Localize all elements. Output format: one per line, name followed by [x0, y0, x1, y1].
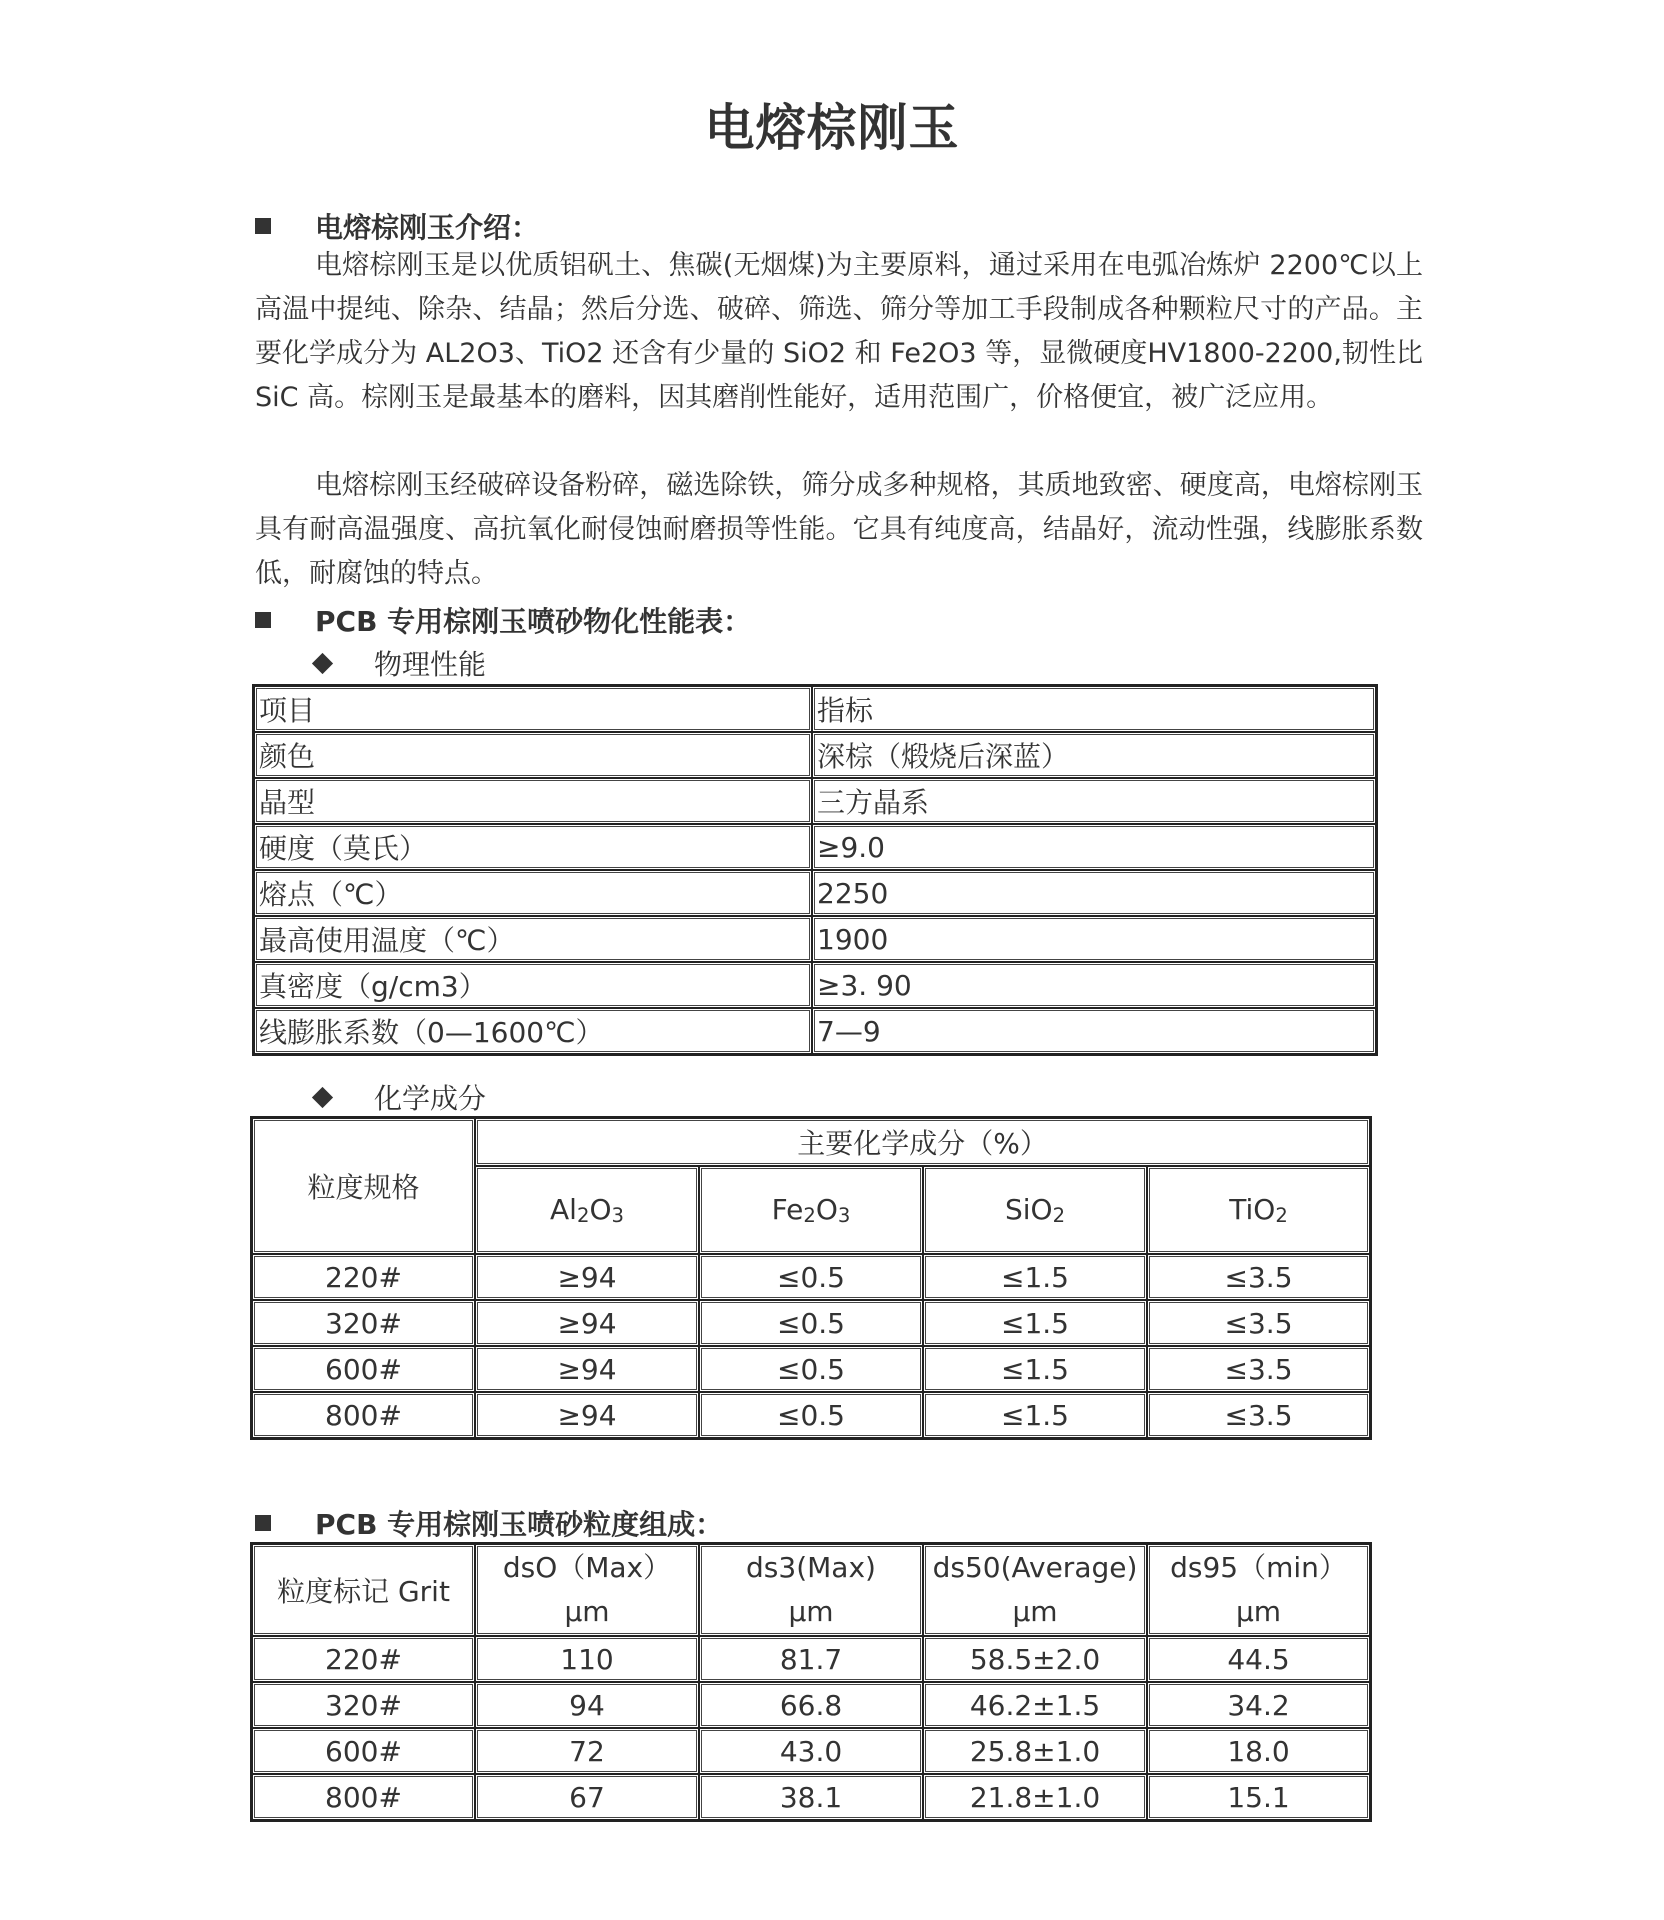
property-value-cell: ≥9.0 — [812, 824, 1376, 870]
c3-cell: 46.2±1.5 — [923, 1682, 1147, 1728]
ds0-header: dsO（Max） μm — [475, 1544, 699, 1636]
grit-cell: 600# — [252, 1728, 475, 1774]
property-name-cell: 真密度（g/cm3） — [254, 962, 812, 1008]
al2o3-cell: ≥94 — [475, 1300, 699, 1346]
table-row — [254, 778, 1376, 824]
al2o3-cell: ≥94 — [475, 1392, 699, 1438]
table-row — [254, 824, 1376, 870]
tio2-cell: ≤3.5 — [1147, 1346, 1370, 1392]
chemical-heading-text: 化学成分 — [374, 1082, 487, 1115]
property-value-cell: ≥3. 90 — [812, 962, 1376, 1008]
table-row — [252, 1774, 1370, 1820]
property-name-cell: 颜色 — [254, 732, 812, 778]
square-bullet-icon — [255, 1515, 271, 1531]
property-name-cell: 项目 — [254, 686, 812, 732]
sio2-cell: ≤1.5 — [923, 1300, 1147, 1346]
sio2-header: SiO$_2$ — [923, 1166, 1147, 1254]
diamond-bullet-icon — [312, 1086, 333, 1107]
c3-cell: 58.5±2.0 — [923, 1636, 1147, 1682]
al2o3-cell: ≥94 — [475, 1346, 699, 1392]
al2o3-header: $Al_2O_3$ — [475, 1166, 699, 1254]
c4-cell: 15.1 — [1147, 1774, 1370, 1820]
intro-paragraph-2: 电熔棕刚玉经破碎设备粉碎，磁选除铁，筛分成多种规格，其质地致密、硬度高，电熔棕刚玉具有耐高温强度、高抗氧化耐侵蚀耐磨损等性能。它具有纯度高，结晶好，流动性强，线膨胀系数低，耐腐蚀的特点。 — [255, 470, 1423, 589]
property-value-cell: 三方晶系 — [812, 778, 1376, 824]
grit-cell: 220# — [252, 1636, 475, 1682]
ds50-header: ds50(Average) μm — [923, 1544, 1147, 1636]
fe2o3-cell: ≤0.5 — [699, 1254, 923, 1300]
property-name-cell: 最高使用温度（℃） — [254, 916, 812, 962]
fe2o3-cell: ≤0.5 — [699, 1392, 923, 1438]
table-row — [254, 1008, 1376, 1054]
c3-cell: 21.8±1.0 — [923, 1774, 1147, 1820]
physical-properties-table — [252, 684, 1378, 1056]
physical-heading-text: 物理性能 — [374, 648, 487, 681]
c2-cell: 38.1 — [699, 1774, 923, 1820]
grade-cell: 220# — [252, 1254, 475, 1300]
property-name-cell: 熔点（℃） — [254, 870, 812, 916]
c1-cell: 72 — [475, 1728, 699, 1774]
c4-cell: 44.5 — [1147, 1636, 1370, 1682]
property-value-cell: 2250 — [812, 870, 1376, 916]
square-bullet-icon — [255, 218, 271, 234]
grit-cell: 800# — [252, 1774, 475, 1820]
table-row — [252, 1682, 1370, 1728]
grade-cell: 320# — [252, 1300, 475, 1346]
tio2-cell: ≤3.5 — [1147, 1300, 1370, 1346]
c2-cell: 81.7 — [699, 1636, 923, 1682]
sio2-cell: ≤1.5 — [923, 1346, 1147, 1392]
table-row — [252, 1254, 1370, 1300]
tio2-cell: ≤3.5 — [1147, 1392, 1370, 1438]
table-row — [252, 1300, 1370, 1346]
table-row — [254, 870, 1376, 916]
square-bullet-icon — [255, 612, 271, 628]
c1-cell: 110 — [475, 1636, 699, 1682]
properties-heading-text: PCB 专用棕刚玉喷砂物化性能表： — [315, 605, 752, 638]
table-row — [252, 1392, 1370, 1438]
property-value-cell: 1900 — [812, 916, 1376, 962]
properties-heading — [255, 600, 751, 640]
diamond-bullet-icon — [312, 652, 333, 673]
fe2o3-header: $Fe_2O_3$ — [699, 1166, 923, 1254]
grade-cell: 800# — [252, 1392, 475, 1438]
ds3-header: ds3(Max) μm — [699, 1544, 923, 1636]
grit-header: 粒度标记 Grit — [252, 1544, 475, 1636]
grain-size-table — [250, 1542, 1372, 1822]
table-row — [252, 1346, 1370, 1392]
property-name-cell: 线膨胀系数（0—1600℃） — [254, 1008, 812, 1054]
chemical-composition-table — [250, 1116, 1372, 1440]
property-name-cell: 硬度（莫氏） — [254, 824, 812, 870]
table-row — [252, 1636, 1370, 1682]
ds95-header: ds95（min） μm — [1147, 1544, 1370, 1636]
property-name-cell: 晶型 — [254, 778, 812, 824]
composition-group-header: 主要化学成分（%） — [475, 1118, 1370, 1166]
sio2-cell: ≤1.5 — [923, 1392, 1147, 1438]
fe2o3-cell: ≤0.5 — [699, 1300, 923, 1346]
c4-cell: 18.0 — [1147, 1728, 1370, 1774]
sio2-cell: ≤1.5 — [923, 1254, 1147, 1300]
property-value-cell: 指标 — [812, 686, 1376, 732]
c2-cell: 66.8 — [699, 1682, 923, 1728]
al2o3-cell: ≥94 — [475, 1254, 699, 1300]
grade-header: 粒度规格 — [252, 1118, 475, 1254]
c3-cell: 25.8±1.0 — [923, 1728, 1147, 1774]
property-value-cell: 深棕（煅烧后深蓝） — [812, 732, 1376, 778]
table-row — [254, 686, 1376, 732]
c1-cell: 67 — [475, 1774, 699, 1820]
c1-cell: 94 — [475, 1682, 699, 1728]
c2-cell: 43.0 — [699, 1728, 923, 1774]
table-row — [254, 962, 1376, 1008]
table-row — [252, 1728, 1370, 1774]
grade-cell: 600# — [252, 1346, 475, 1392]
grain-size-heading — [255, 1503, 723, 1543]
page-title: 电熔棕刚玉 — [704, 99, 960, 157]
intro-heading — [255, 206, 539, 246]
tio2-cell: ≤3.5 — [1147, 1254, 1370, 1300]
intro-heading-text: 电熔棕刚玉介绍： — [315, 211, 540, 244]
intro-paragraph-1: 电熔棕刚玉是以优质铝矾土、焦碳(无烟煤)为主要原料，通过采用在电弧冶炼炉 2200℃以上高温中提纯、除杂、结晶；然后分选、破碎、筛选、筛分等加工手段制成各种颗粒尺寸的产品。主要化学成分为 AL2O3、TiO2 还含有少量的 SiO2 和 Fe2O3 等，显微硬度HV1800-2200,韧性比 SiC 高。棕刚玉是最基本的磨料，因其磨削性能好，适用范围广，价格便宜，被广泛应用。 — [255, 250, 1423, 413]
c4-cell: 34.2 — [1147, 1682, 1370, 1728]
grit-cell: 320# — [252, 1682, 475, 1728]
physical-heading — [315, 643, 486, 683]
property-value-cell: 7—9 — [812, 1008, 1376, 1054]
grain-size-heading-text: PCB 专用棕刚玉喷砂粒度组成： — [315, 1508, 724, 1541]
fe2o3-cell: ≤0.5 — [699, 1346, 923, 1392]
chemical-heading — [315, 1077, 486, 1117]
table-row — [254, 916, 1376, 962]
table-row — [254, 732, 1376, 778]
tio2-header: TiO$_2$ — [1147, 1166, 1370, 1254]
